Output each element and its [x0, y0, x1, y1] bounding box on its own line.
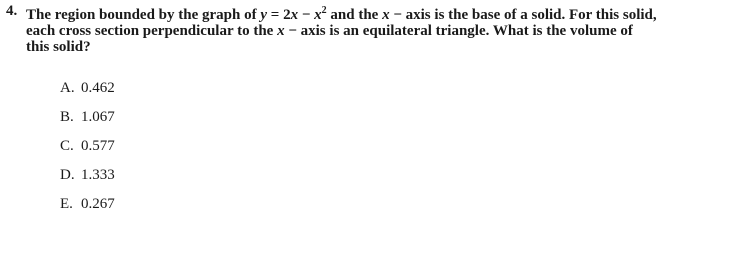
choice-letter: D. — [60, 167, 75, 183]
question-line-2 — [26, 23, 706, 39]
choice-c[interactable] — [60, 138, 115, 167]
choice-value: 0.577 — [81, 138, 115, 154]
choice-b[interactable] — [60, 109, 115, 138]
line2-text-a: each cross section perpendicular to the — [26, 23, 278, 39]
equation-x2: x — [314, 7, 322, 23]
choice-value: 0.267 — [81, 196, 115, 212]
equation-exponent: 2 — [321, 5, 327, 16]
line2-text-b: − axis is an equilateral triangle. What is the volume of — [284, 23, 633, 39]
question-stem — [6, 3, 706, 55]
question-line-3: this solid? — [26, 39, 91, 55]
equation-x1: x — [290, 7, 299, 23]
choice-letter: C. — [60, 138, 74, 154]
line2-x-axis-var: x — [277, 23, 285, 39]
answer-choices — [60, 80, 115, 225]
question-number: 4. — [6, 3, 18, 19]
question-line-1 — [26, 3, 706, 23]
line1-x-axis-var: x — [382, 7, 390, 23]
choice-value: 0.462 — [81, 80, 115, 96]
choice-d[interactable] — [60, 167, 115, 196]
choice-a[interactable] — [60, 80, 115, 109]
question-text — [26, 3, 706, 55]
choice-e[interactable] — [60, 196, 115, 225]
choice-letter: A. — [60, 80, 75, 96]
line1-text-a: The region bounded by the graph of — [26, 7, 261, 23]
line1-text-b: and the — [326, 7, 383, 23]
equation-minus: − — [298, 7, 315, 23]
line1-text-c: − axis is the base of a solid. For this solid, — [389, 7, 657, 23]
choice-letter: E. — [60, 196, 73, 212]
choice-value: 1.067 — [81, 109, 115, 125]
question-block — [6, 3, 706, 55]
equation-y: y — [260, 7, 268, 23]
equation-mid: = 2 — [267, 7, 291, 23]
choice-value: 1.333 — [81, 167, 115, 183]
choice-letter: B. — [60, 109, 74, 125]
